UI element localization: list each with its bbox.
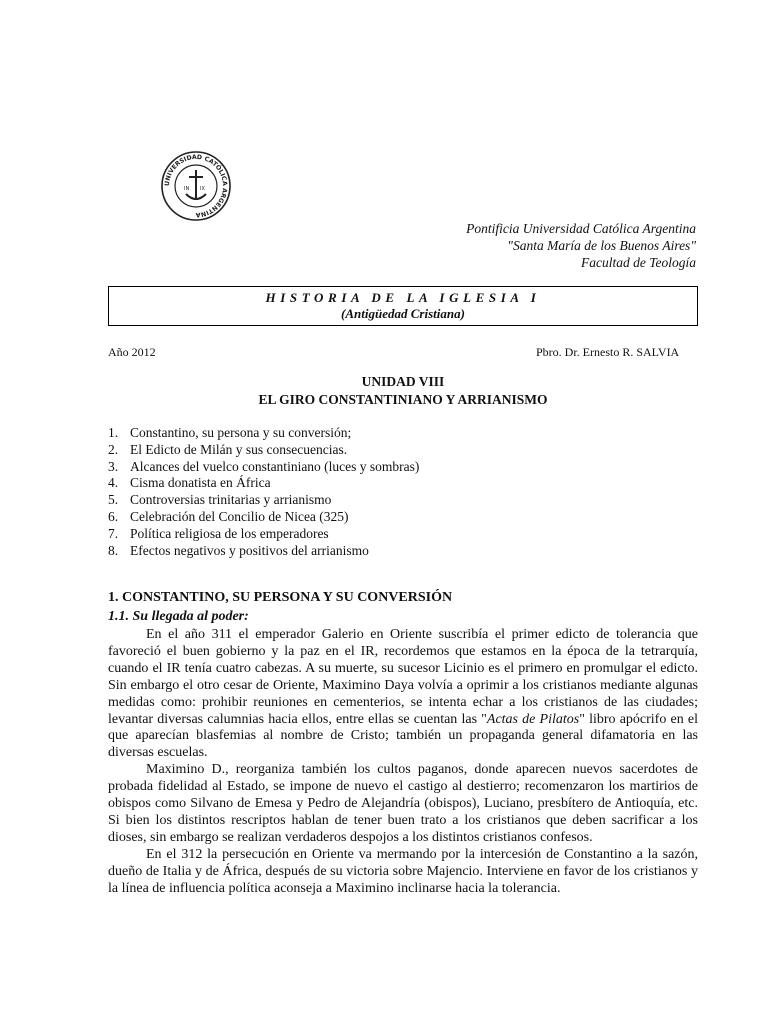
section-heading: 1. CONSTANTINO, SU PERSONA Y SU CONVERSIÓN: [108, 590, 453, 605]
university-seal-logo: [160, 150, 232, 222]
italic-title: Actas de Pilatos: [486, 711, 580, 727]
toc-item: 7. Política religiosa de los emperadores: [108, 525, 329, 541]
paragraph: En el 312 la persecución en Oriente va mermando por la intercesión de Constantino a la sazón, dueño de Italia y de África, después de su victoria sobre Majencio. Interviene en favor de los cristianos y la línea de influencia política aconseja a Maximino inclinarse hacia la tolerancia.: [108, 846, 698, 896]
toc-item: 5. Controversias trinitarias y arrianismo: [108, 492, 332, 508]
toc-item: 6. Celebración del Concilio de Nicea (325): [108, 508, 349, 524]
course-title: HISTORIA DE LA IGLESIA I: [265, 290, 541, 305]
unit-number: UNIDAD VIII: [361, 374, 445, 389]
course-title-box: [108, 286, 698, 326]
paragraph: En el año 311 el emperador Galerio en Oriente suscribía el primer edicto de tolerancia que favoreció el buen gobierno y la paz en el IR, recordemos que estamos en la época de la tetrarquía, cuando el IR tenía cuatro cabezas. A su muerte, su sucesor Licinio es el primero en promulgar el edicto. Sin embargo el otro cesar de Oriente, Maximino Daya volvía a oprimir a los cristianos mediante algunas medidas como: prohibir reuniones en cementerios, se intenta echar a los cristianos de las ciudades; levantar diversas calumnias hacia ellos, entre ellas se cuentan las "Actas de Pilatos" libro apócrifo en el que aparecían blasfemias al nombre de Cristo; también un propaganda general difamatoria en las diversas escuelas.: [108, 627, 698, 761]
year-label: Año 2012: [108, 345, 156, 359]
svg-text:UNIVERSIDAD CATÓLICA ARGENTINA: UNIVERSIDAD CATÓLICA ARGENTINA: [163, 153, 229, 219]
unit-heading: [108, 373, 698, 409]
author-label: Pbro. Dr. Ernesto R. SALVIA: [536, 345, 680, 359]
toc-item: 1. Constantino, su persona y su conversión;: [108, 425, 352, 440]
institution-motto: "Santa María de los Buenos Aires": [507, 238, 696, 253]
toc-item: 2. El Edicto de Milán y sus consecuencias.: [108, 441, 348, 457]
faculty-name: Facultad de Teología: [581, 255, 696, 270]
toc-item: 4. Cisma donatista en África: [108, 475, 271, 491]
course-subtitle: (Antigüedad Cristiana): [341, 306, 465, 321]
institution-block: [466, 220, 696, 271]
toc-item: 3. Alcances del vuelco constantiniano (luces y sombras): [108, 458, 420, 474]
unit-title: EL GIRO CONSTANTINIANO Y ARRIANISMO: [258, 392, 548, 407]
body-text: [108, 627, 698, 898]
table-of-contents: [108, 425, 419, 559]
svg-text:IN: IN: [184, 186, 190, 192]
toc-item: 8. Efectos negativos y positivos del arrianismo: [108, 542, 369, 558]
institution-name: Pontificia Universidad Católica Argentina: [466, 221, 696, 236]
paragraph: Maximino D., reorganiza también los cultos paganos, donde aparecen nuevos sacerdotes de probada fidelidad al Estado, se impone de nuevo el castigo al destierro; recomenzaron los martirios de obispos como Silvano de Emesa y Pedro de Alejandría (obispos), Luciano, presbítero de Antioquía, etc. Si bien los distintos rescriptos hablan de tener buen trato a los cristianos que deben sacrificar a los dioses, sin embargo se realizan verdaderos despojos a los distintos cristianos confesos.: [108, 762, 698, 845]
svg-text:IX: IX: [200, 186, 205, 192]
subsection-heading: 1.1. Su llegada al poder:: [108, 609, 249, 624]
